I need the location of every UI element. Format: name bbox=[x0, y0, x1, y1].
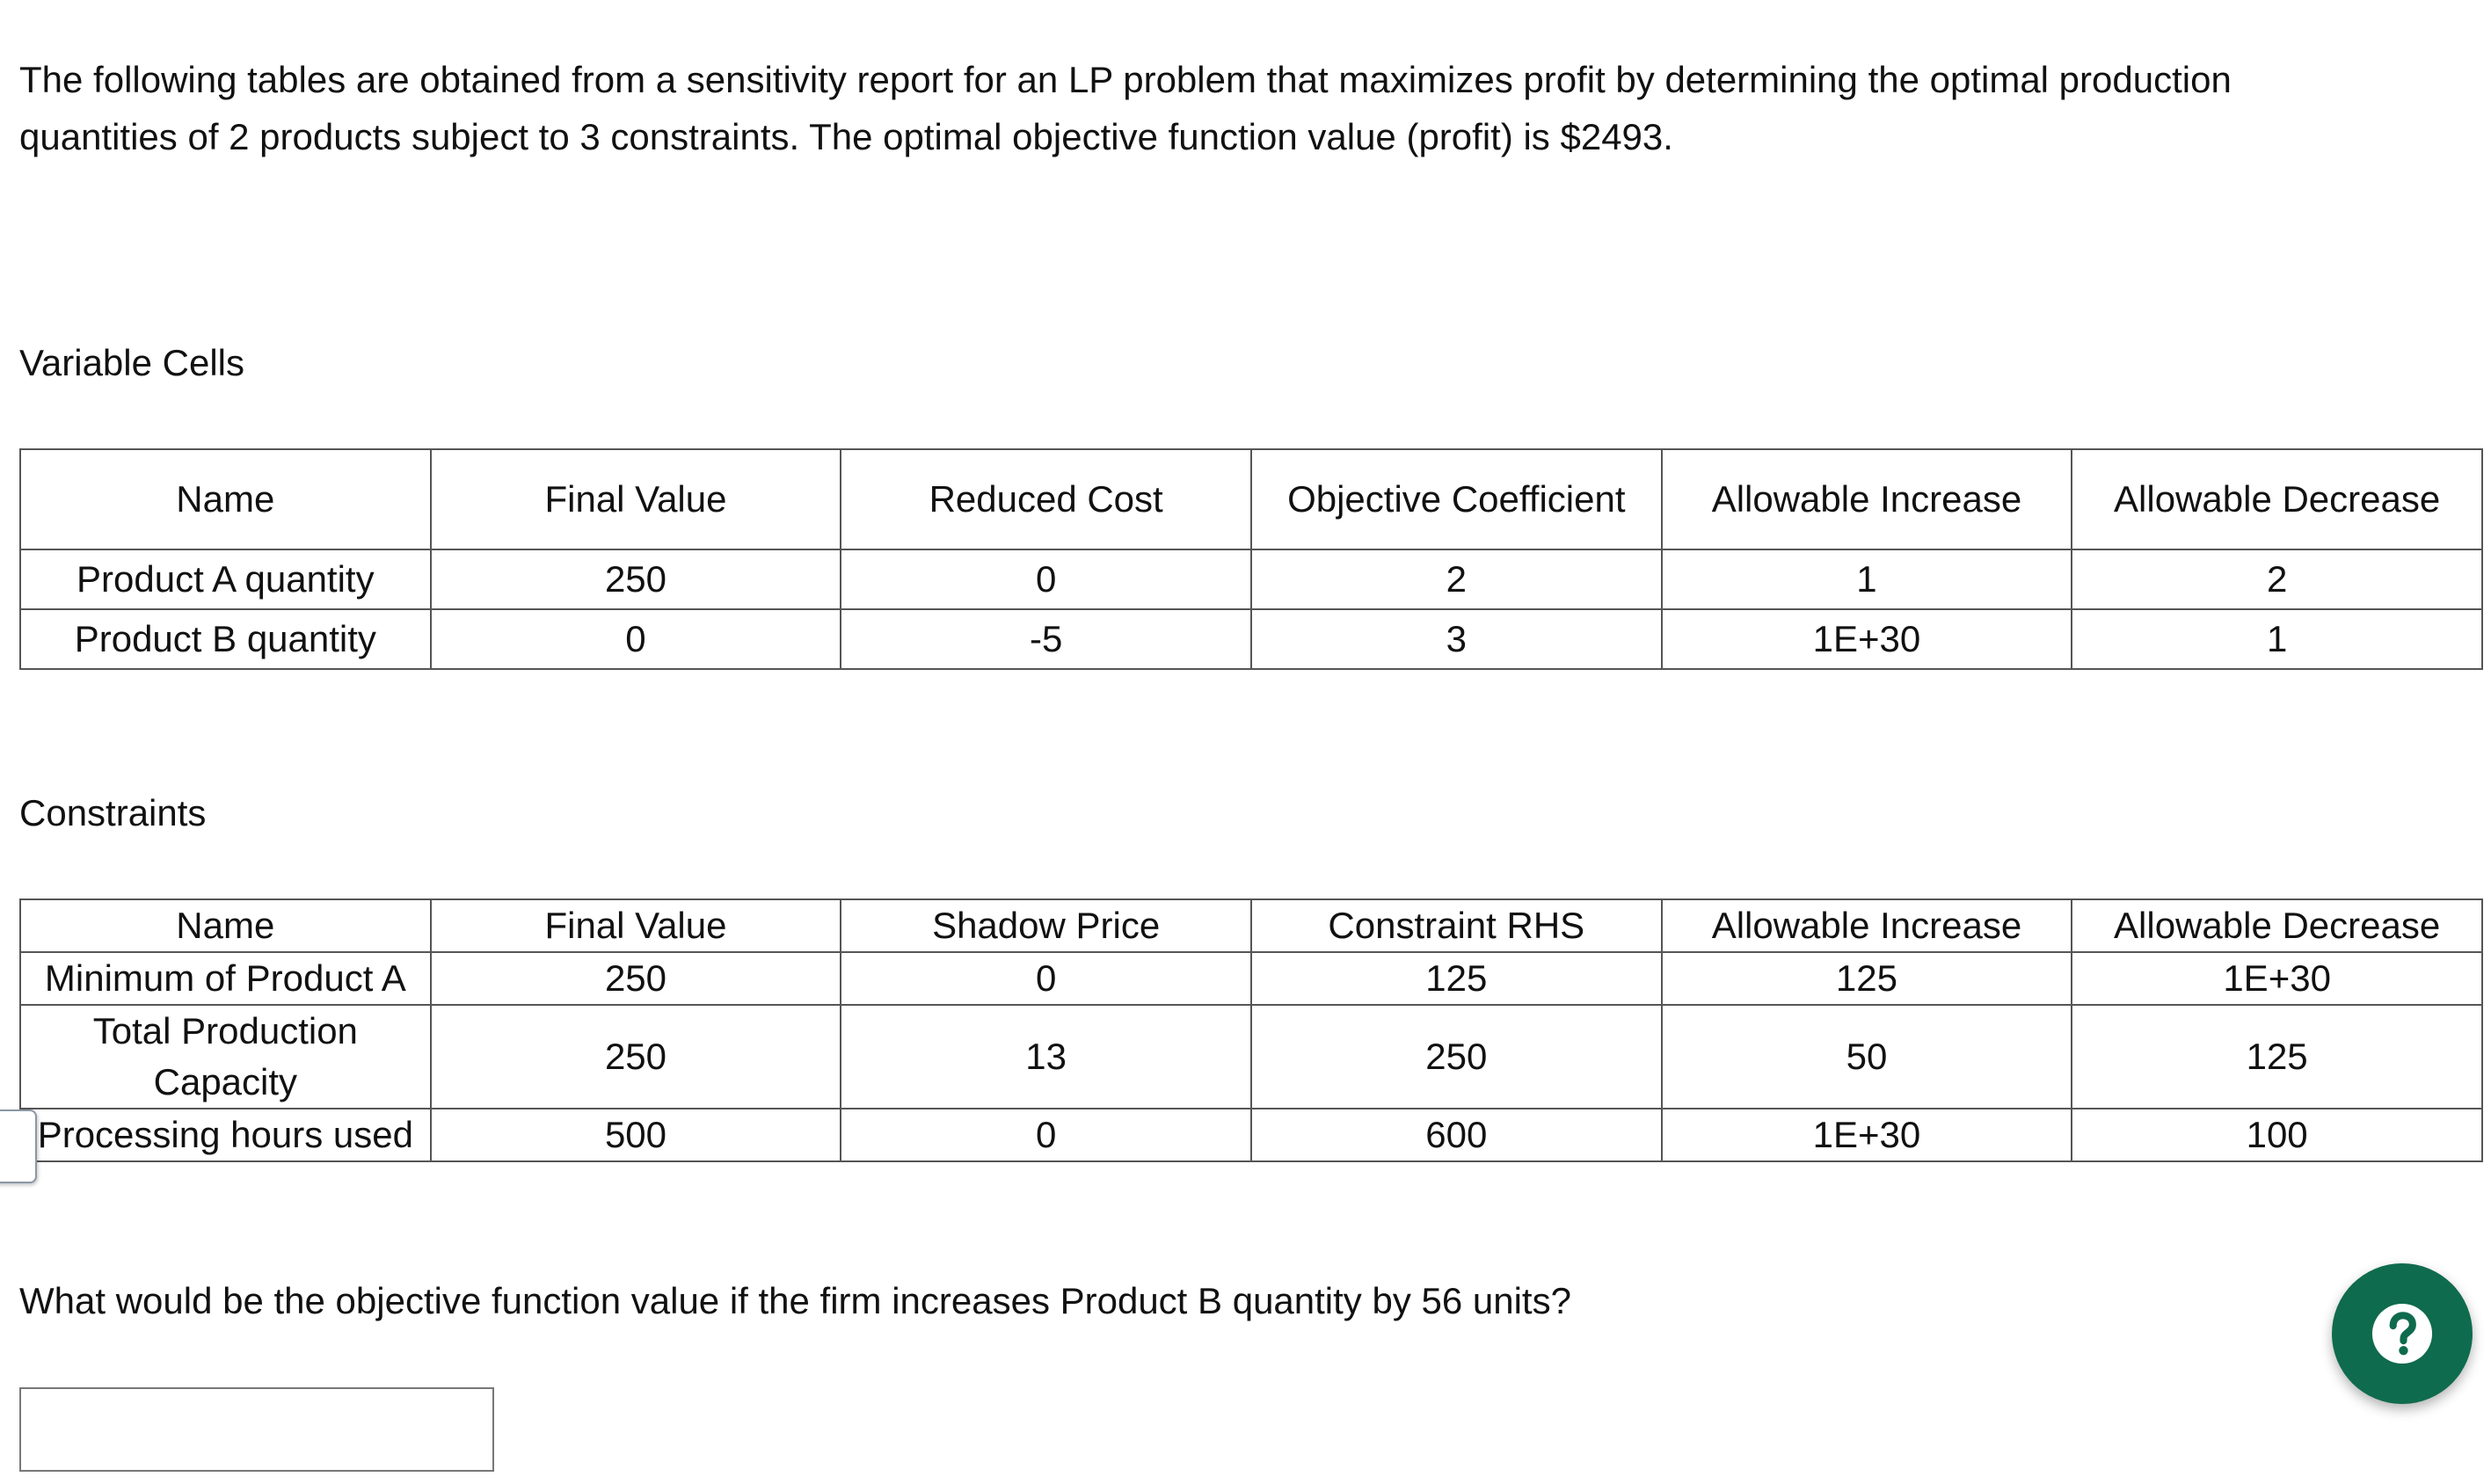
column-header: Constraint RHS bbox=[1251, 899, 1662, 952]
table-row bbox=[20, 1109, 2482, 1161]
table-cell: 50 bbox=[1662, 1005, 2072, 1109]
table-cell: Total Production Capacity bbox=[20, 1005, 431, 1109]
column-header: Objective Coefficient bbox=[1251, 449, 1662, 549]
table-cell: 600 bbox=[1251, 1109, 1662, 1161]
table-cell: 2 bbox=[2072, 549, 2482, 609]
table-cell: 125 bbox=[1662, 952, 2072, 1005]
table-cell: 250 bbox=[431, 549, 841, 609]
table-cell: 250 bbox=[431, 1005, 841, 1109]
question-text: What would be the objective function value if the firm increases Product B quantity by 56 units? bbox=[19, 1280, 1571, 1321]
table-cell: 0 bbox=[841, 549, 1251, 609]
table-header-row bbox=[20, 449, 2482, 549]
table-cell: 250 bbox=[431, 952, 841, 1005]
table-cell: 500 bbox=[431, 1109, 841, 1161]
column-header: Final Value bbox=[431, 449, 841, 549]
table-cell: 125 bbox=[2072, 1005, 2482, 1109]
table-cell: 1E+30 bbox=[1662, 609, 2072, 669]
table-row bbox=[20, 609, 2482, 669]
column-header: Name bbox=[20, 899, 431, 952]
table-cell: Processing hours used bbox=[20, 1109, 431, 1161]
table-cell: 13 bbox=[841, 1005, 1251, 1109]
table-cell: 100 bbox=[2072, 1109, 2482, 1161]
table-cell: 2 bbox=[1251, 549, 1662, 609]
table-cell: 1E+30 bbox=[1662, 1109, 2072, 1161]
table-cell: 250 bbox=[1251, 1005, 1662, 1109]
constraints-title: Constraints bbox=[19, 792, 207, 833]
column-header: Allowable Decrease bbox=[2072, 449, 2482, 549]
table-row bbox=[20, 549, 2482, 609]
column-header: Allowable Increase bbox=[1662, 899, 2072, 952]
column-header: Allowable Decrease bbox=[2072, 899, 2482, 952]
side-panel-handle[interactable] bbox=[0, 1109, 37, 1183]
constraints-table bbox=[19, 898, 2483, 1162]
table-cell: 0 bbox=[841, 952, 1251, 1005]
table-cell: Product A quantity bbox=[20, 549, 431, 609]
table-cell: 1 bbox=[1662, 549, 2072, 609]
column-header: Final Value bbox=[431, 899, 841, 952]
problem-statement: The following tables are obtained from a sensitivity report for an LP problem that maximizes profit by determining the optimal production quantities of 2 products subject to 3 constraints. The optimal objective function value (profit) is $2493. bbox=[19, 59, 2232, 157]
table-cell: 125 bbox=[1251, 952, 1662, 1005]
table-cell: Minimum of Product A bbox=[20, 952, 431, 1005]
table-row bbox=[20, 1005, 2482, 1109]
column-header: Allowable Increase bbox=[1662, 449, 2072, 549]
table-cell: 0 bbox=[431, 609, 841, 669]
question-mark-icon bbox=[2370, 1301, 2435, 1366]
column-header: Reduced Cost bbox=[841, 449, 1251, 549]
table-cell: 1E+30 bbox=[2072, 952, 2482, 1005]
column-header: Shadow Price bbox=[841, 899, 1251, 952]
table-header-row bbox=[20, 899, 2482, 952]
answer-input[interactable] bbox=[19, 1387, 494, 1472]
variable-cells-table bbox=[19, 448, 2483, 670]
table-cell: Product B quantity bbox=[20, 609, 431, 669]
table-cell: -5 bbox=[841, 609, 1251, 669]
table-cell: 3 bbox=[1251, 609, 1662, 669]
variable-cells-title: Variable Cells bbox=[19, 342, 244, 383]
help-button[interactable] bbox=[2332, 1263, 2473, 1404]
table-cell: 0 bbox=[841, 1109, 1251, 1161]
column-header: Name bbox=[20, 449, 431, 549]
table-cell: 1 bbox=[2072, 609, 2482, 669]
table-row bbox=[20, 952, 2482, 1005]
